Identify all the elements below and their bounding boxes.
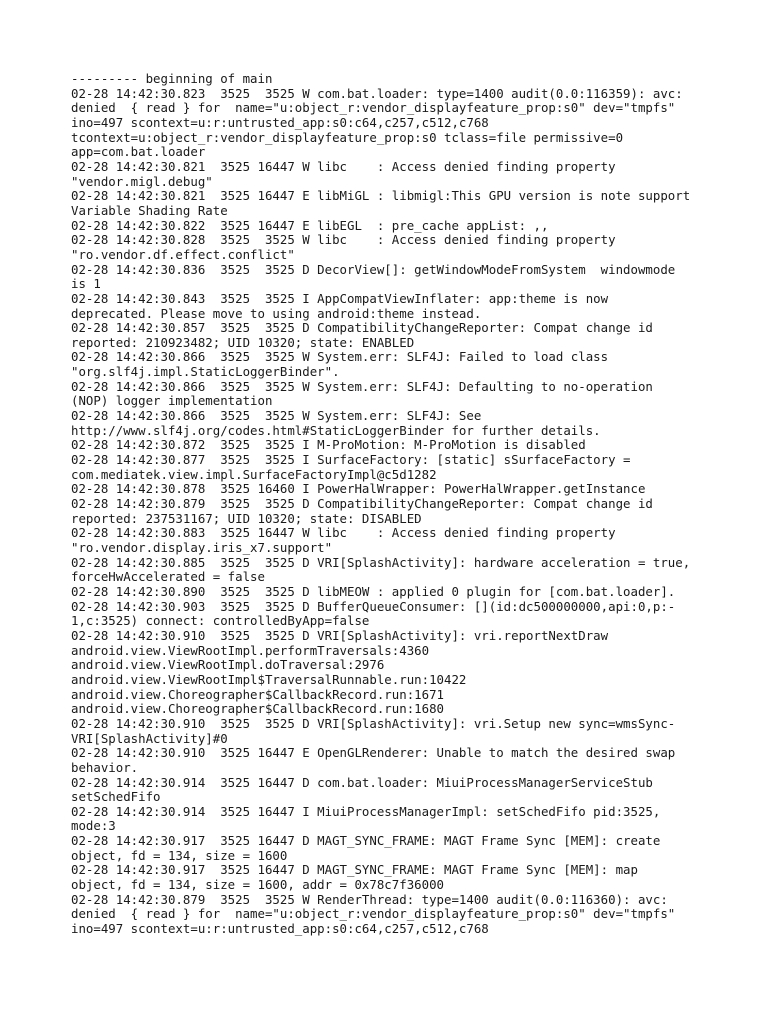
log-line: forceHwAccelerated = false [71,570,265,585]
log-line: "org.slf4j.impl.StaticLoggerBinder". [71,365,340,380]
log-line: mode:3 [71,819,116,834]
log-line: 02-28 14:42:30.910 3525 3525 D VRI[SplashActivity]: vri.Setup new sync=wmsSync- [71,716,676,731]
log-line: 02-28 14:42:30.914 3525 16447 D com.bat.loader: MiuiProcessManagerServiceStub [71,775,653,790]
log-line: object, fd = 134, size = 1600 [71,848,288,863]
log-line: tcontext=u:object_r:vendor_displayfeature_prop:s0 tclass=file permissive=0 [71,130,624,145]
log-line: denied { read } for name="u:object_r:vendor_displayfeature_prop:s0" dev="tmpfs" [71,907,676,922]
log-line: 1,c:3525) connect: controlledByApp=false [71,614,370,629]
log-line: --------- beginning of main [71,72,273,86]
log-line: 02-28 14:42:30.885 3525 3525 D VRI[SplashActivity]: hardware acceleration = true, [71,555,691,570]
log-line: Variable Shading Rate [71,203,228,218]
log-line: 02-28 14:42:30.866 3525 3525 W System.err: SLF4J: See [71,409,482,424]
log-line: 02-28 14:42:30.890 3525 3525 D libMEOW : applied 0 plugin for [com.bat.loader]. [71,584,676,599]
log-line: 02-28 14:42:30.914 3525 16447 I MiuiProcessManagerImpl: setSchedFifo pid:3525, [71,804,661,819]
log-line: 02-28 14:42:30.836 3525 3525 D DecorView[]: getWindowModeFromSystem windowmode [71,262,676,277]
log-line: 02-28 14:42:30.877 3525 3525 I SurfaceFactory: [static] sSurfaceFactory = [71,453,631,468]
log-line: "ro.vendor.display.iris_x7.support" [71,541,333,555]
log-line: 02-28 14:42:30.910 3525 3525 D VRI[SplashActivity]: vri.reportNextDraw [71,628,609,643]
log-line: 02-28 14:42:30.878 3525 16460 I PowerHalWrapper: PowerHalWrapper.getInstance [71,482,646,497]
log-line: reported: 210923482; UID 10320; state: ENABLED [71,335,415,350]
log-line: 02-28 14:42:30.822 3525 16447 E libEGL : pre_cache appList: ,, [71,218,549,233]
log-line: android.view.Choreographer$CallbackRecord.run:1671 [71,687,444,702]
log-line: is 1 [71,277,101,292]
log-line: object, fd = 134, size = 1600, addr = 0x78c7f36000 [71,878,444,893]
log-line: 02-28 14:42:30.821 3525 16447 W libc : Access denied finding property [71,159,616,174]
log-line: 02-28 14:42:30.879 3525 3525 D CompatibilityChangeReporter: Compat change id [71,497,653,512]
log-line: "ro.vendor.df.effect.conflict" [71,247,295,262]
log-line: 02-28 14:42:30.903 3525 3525 D BufferQueueConsumer: [](id:dc500000000,api:0,p:- [71,599,676,614]
log-line: behavior. [71,760,139,775]
log-line: 02-28 14:42:30.821 3525 16447 E libMiGL : libmigl:This GPU version is note support [71,189,691,204]
log-line: (NOP) logger implementation [71,394,273,409]
log-line: denied { read } for name="u:object_r:vendor_displayfeature_prop:s0" dev="tmpfs" [71,101,676,116]
log-line: 02-28 14:42:30.883 3525 16447 W libc : Access denied finding property [71,526,616,541]
log-line: 02-28 14:42:30.866 3525 3525 W System.err: SLF4J: Failed to load class [71,350,609,365]
log-line: 02-28 14:42:30.843 3525 3525 I AppCompatViewInflater: app:theme is now [71,291,609,306]
log-line: http://www.slf4j.org/codes.html#StaticLoggerBinder for further details. [71,423,601,438]
log-line: android.view.ViewRootImpl.performTraversals:4360 [71,643,430,658]
log-line: setSchedFifo [71,790,161,805]
log-document [71,72,711,937]
log-line: 02-28 14:42:30.823 3525 3525 W com.bat.loader: type=1400 audit(0.0:116359): avc: [71,86,683,101]
log-line: 02-28 14:42:30.917 3525 16447 D MAGT_SYNC_FRAME: MAGT Frame Sync [MEM]: create [71,834,661,849]
log-line: android.view.Choreographer$CallbackRecord.run:1680 [71,702,444,717]
log-line: android.view.ViewRootImpl$TraversalRunnable.run:10422 [71,672,467,687]
log-line: "vendor.migl.debug" [71,174,213,189]
log-line: app=com.bat.loader [71,145,206,160]
log-line: 02-28 14:42:30.917 3525 16447 D MAGT_SYNC_FRAME: MAGT Frame Sync [MEM]: map [71,863,638,878]
log-line: 02-28 14:42:30.879 3525 3525 W RenderThread: type=1400 audit(0.0:116360): avc: [71,892,668,907]
log-line: 02-28 14:42:30.910 3525 16447 E OpenGLRenderer: Unable to match the desired swap [71,746,676,761]
log-line: com.mediatek.view.impl.SurfaceFactoryImpl@c5d1282 [71,467,437,482]
log-line: 02-28 14:42:30.872 3525 3525 I M-ProMotion: M-ProMotion is disabled [71,438,586,453]
log-line: ino=497 scontext=u:r:untrusted_app:s0:c64,c257,c512,c768 [71,922,489,937]
log-line: reported: 237531167; UID 10320; state: DISABLED [71,511,422,526]
log-line: ino=497 scontext=u:r:untrusted_app:s0:c64,c257,c512,c768 [71,115,489,130]
log-line: android.view.ViewRootImpl.doTraversal:2976 [71,658,385,673]
log-line: 02-28 14:42:30.866 3525 3525 W System.err: SLF4J: Defaulting to no-operation [71,379,653,394]
log-line: 02-28 14:42:30.857 3525 3525 D CompatibilityChangeReporter: Compat change id [71,321,653,336]
log-line: 02-28 14:42:30.828 3525 3525 W libc : Access denied finding property [71,233,616,248]
log-line: deprecated. Please move to using android:theme instead. [71,306,482,321]
log-line: VRI[SplashActivity]#0 [71,731,228,746]
